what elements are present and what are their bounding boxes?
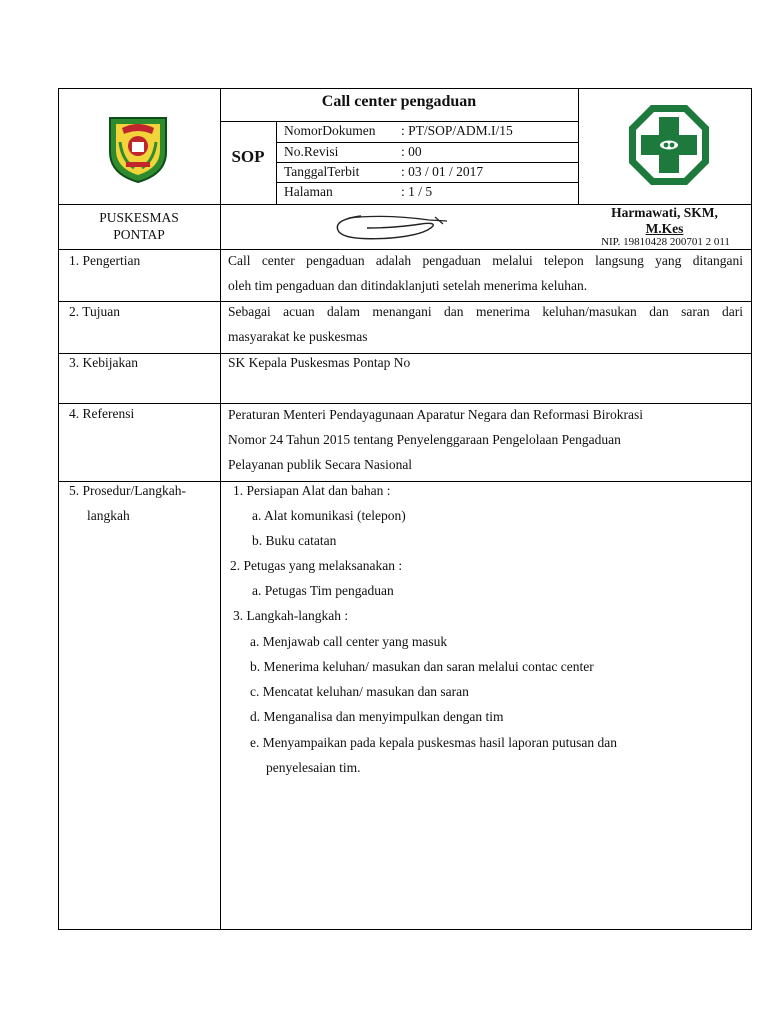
step-heading: 3. Langkah-langkah : <box>233 608 349 623</box>
referensi-line: Nomor 24 Tahun 2015 tentang Penyelenggaraan Pengelolaan Pengaduan <box>228 432 621 447</box>
referensi-line: Pelayanan publik Secara Nasional <box>228 457 413 472</box>
meta-value-halaman: : 1 / 5 <box>401 184 433 199</box>
step-item: d. Menganalisa dan menyimpulkan dengan tim <box>250 709 504 724</box>
handwritten-signature <box>325 208 455 244</box>
step-item: a. Petugas Tim pengaduan <box>252 583 394 598</box>
pengertian-line: Call center pengaduan adalah pengaduan melalui telepon langsung yang ditangani <box>228 253 743 268</box>
step-heading: 2. Petugas yang melaksanakan : <box>230 558 403 573</box>
step-item: a. Menjawab call center yang masuk <box>250 634 448 649</box>
meta-value-no-revisi: : 00 <box>401 144 422 159</box>
signer-name-line2: M.Kes <box>645 221 684 236</box>
section-label-prosedur-cont: langkah <box>87 508 130 523</box>
section-text-pengertian <box>228 248 743 298</box>
meta-value-tanggal-terbit: : 03 / 01 / 2017 <box>401 164 484 179</box>
section-label-prosedur: 5. Prosedur/Langkah- <box>69 483 186 498</box>
meta-label-nomor-dokumen: NomorDokumen <box>284 123 376 138</box>
step-item: a. Alat komunikasi (telepon) <box>252 508 406 523</box>
section-label-kebijakan: 3. Kebijakan <box>69 355 138 370</box>
meta-label-no-revisi: No.Revisi <box>284 144 339 159</box>
step-heading: 1. Persiapan Alat dan bahan : <box>233 483 391 498</box>
puskesmas-cross-logo <box>627 103 711 187</box>
tujuan-line: masyarakat ke puskesmas <box>228 329 368 344</box>
step-item: e. Menyampaikan pada kepala puskesmas hasil laporan putusan dan <box>250 735 618 750</box>
meta-label-halaman: Halaman <box>284 184 333 199</box>
section-label-tujuan: 2. Tujuan <box>69 304 121 319</box>
signer-name-line1: Harmawati, SKM, <box>611 205 718 220</box>
section-text-kebijakan: SK Kepala Puskesmas Pontap No <box>228 355 411 370</box>
org-name-line1: PUSKESMAS <box>99 210 179 225</box>
section-text-tujuan <box>228 299 743 349</box>
step-item: b. Menerima keluhan/ masukan dan saran melalui contac center <box>250 659 594 674</box>
org-name-line2: PONTAP <box>113 227 165 242</box>
sop-label: SOP <box>231 147 265 166</box>
tujuan-line: Sebagai acuan dalam menangani dan menerima keluhan/masukan dan saran dari <box>228 304 743 319</box>
document-title: Call center pengaduan <box>321 93 477 110</box>
pengertian-line: oleh tim pengaduan dan ditindaklanjuti setelah menerima keluhan. <box>228 278 588 293</box>
step-item: b. Buku catatan <box>252 533 337 548</box>
section-label-referensi: 4. Referensi <box>69 406 135 421</box>
referensi-line: Peraturan Menteri Pendayagunaan Aparatur Negara dan Reformasi Birokrasi <box>228 407 643 422</box>
section-label-pengertian: 1. Pengertian <box>69 253 141 268</box>
meta-label-tanggal-terbit: TanggalTerbit <box>284 164 360 179</box>
step-item: c. Mencatat keluhan/ masukan dan saran <box>250 684 469 699</box>
step-item-continuation: penyelesaian tim. <box>266 760 361 775</box>
section-text-referensi <box>228 402 743 477</box>
meta-value-nomor-dokumen: : PT/SOP/ADM.I/15 <box>401 123 513 138</box>
regional-emblem-logo <box>104 112 172 184</box>
signer-nip: NIP. 19810428 200701 2 011 <box>601 236 730 248</box>
